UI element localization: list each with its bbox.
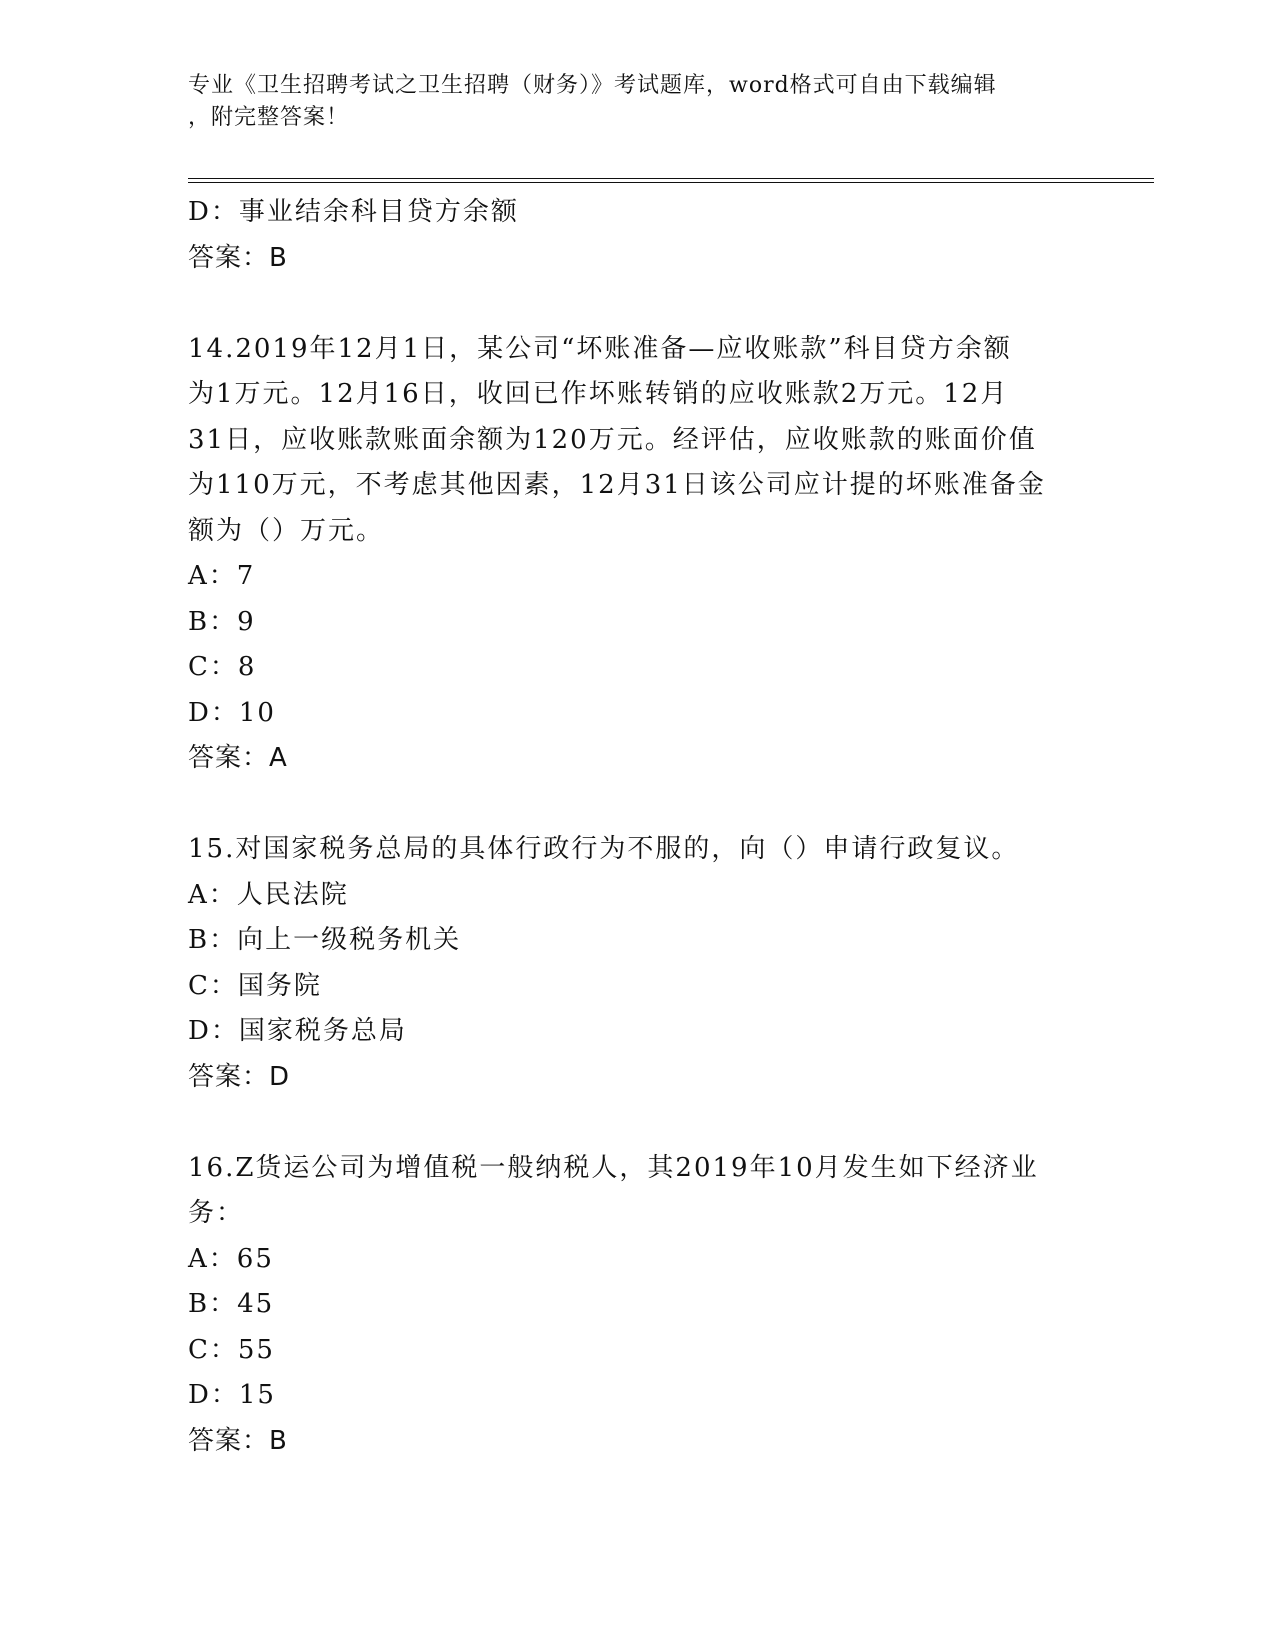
question-14-option-d: D：10: [188, 697, 276, 728]
question-15-answer: 答案：D: [188, 1061, 291, 1092]
question-14-option-c: C：8: [188, 652, 257, 682]
question-16: [188, 1146, 1088, 1465]
question-14-line-4: 为110万元，不考虑其他因素，12月31日该公司应计提的坏账准备金: [188, 470, 1046, 500]
question-14-option-a: A：7: [188, 561, 256, 591]
question-15: [188, 827, 1088, 1100]
question-14-line-5: 额为（）万元。: [188, 515, 385, 546]
document-header: [188, 70, 1088, 134]
question-16-option-a: A：65: [188, 1243, 274, 1274]
question-15-option-c: C：国务院: [188, 970, 322, 1001]
spacer: [188, 281, 1088, 327]
question-14-line-1: 14.2019年12月1日，某公司“坏账准备—应收账款”科目贷方余额: [188, 333, 1012, 364]
question-15-option-b: B：向上一级税务机关: [188, 925, 462, 955]
question-14: [188, 327, 1088, 782]
question-16-answer: 答案：B: [188, 1425, 288, 1456]
prev-answer: 答案：B: [188, 242, 288, 273]
question-16-option-b: B：45: [188, 1289, 275, 1319]
header-line-2: ，附完整答案！: [188, 105, 350, 130]
spacer: [188, 782, 1088, 828]
question-14-option-b: B：9: [188, 606, 256, 637]
header-line-1: 专业《卫生招聘考试之卫生招聘（财务）》考试题库，word格式可自由下载编辑: [188, 73, 997, 98]
question-14-line-3: 31日，应收账款账面余额为120万元。经评估，应收账款的账面价值: [188, 424, 1037, 455]
document-body: [188, 190, 1088, 1464]
question-16-option-c: C：55: [188, 1334, 275, 1365]
question-16-option-d: D：15: [188, 1380, 276, 1410]
question-15-text: 15.对国家税务总局的具体行政行为不服的，向（）申请行政复议。: [188, 834, 1020, 864]
question-16-line-2: 务：: [188, 1198, 245, 1228]
question-16-line-1: 16.Z货运公司为增值税一般纳税人，其2019年10月发生如下经济业: [188, 1152, 1039, 1183]
question-15-option-d: D：国家税务总局: [188, 1016, 407, 1046]
prev-option-d: D：事业结余科目贷方余额: [188, 197, 519, 227]
question-15-option-a: A：人民法院: [188, 879, 349, 910]
spacer: [188, 1100, 1088, 1146]
header-divider-bottom: [188, 182, 1154, 183]
question-14-answer: 答案：A: [188, 743, 288, 773]
question-14-line-2: 为1万元。12月16日，收回已作坏账转销的应收账款2万元。12月: [188, 379, 1009, 409]
header-divider-top: [188, 178, 1154, 179]
